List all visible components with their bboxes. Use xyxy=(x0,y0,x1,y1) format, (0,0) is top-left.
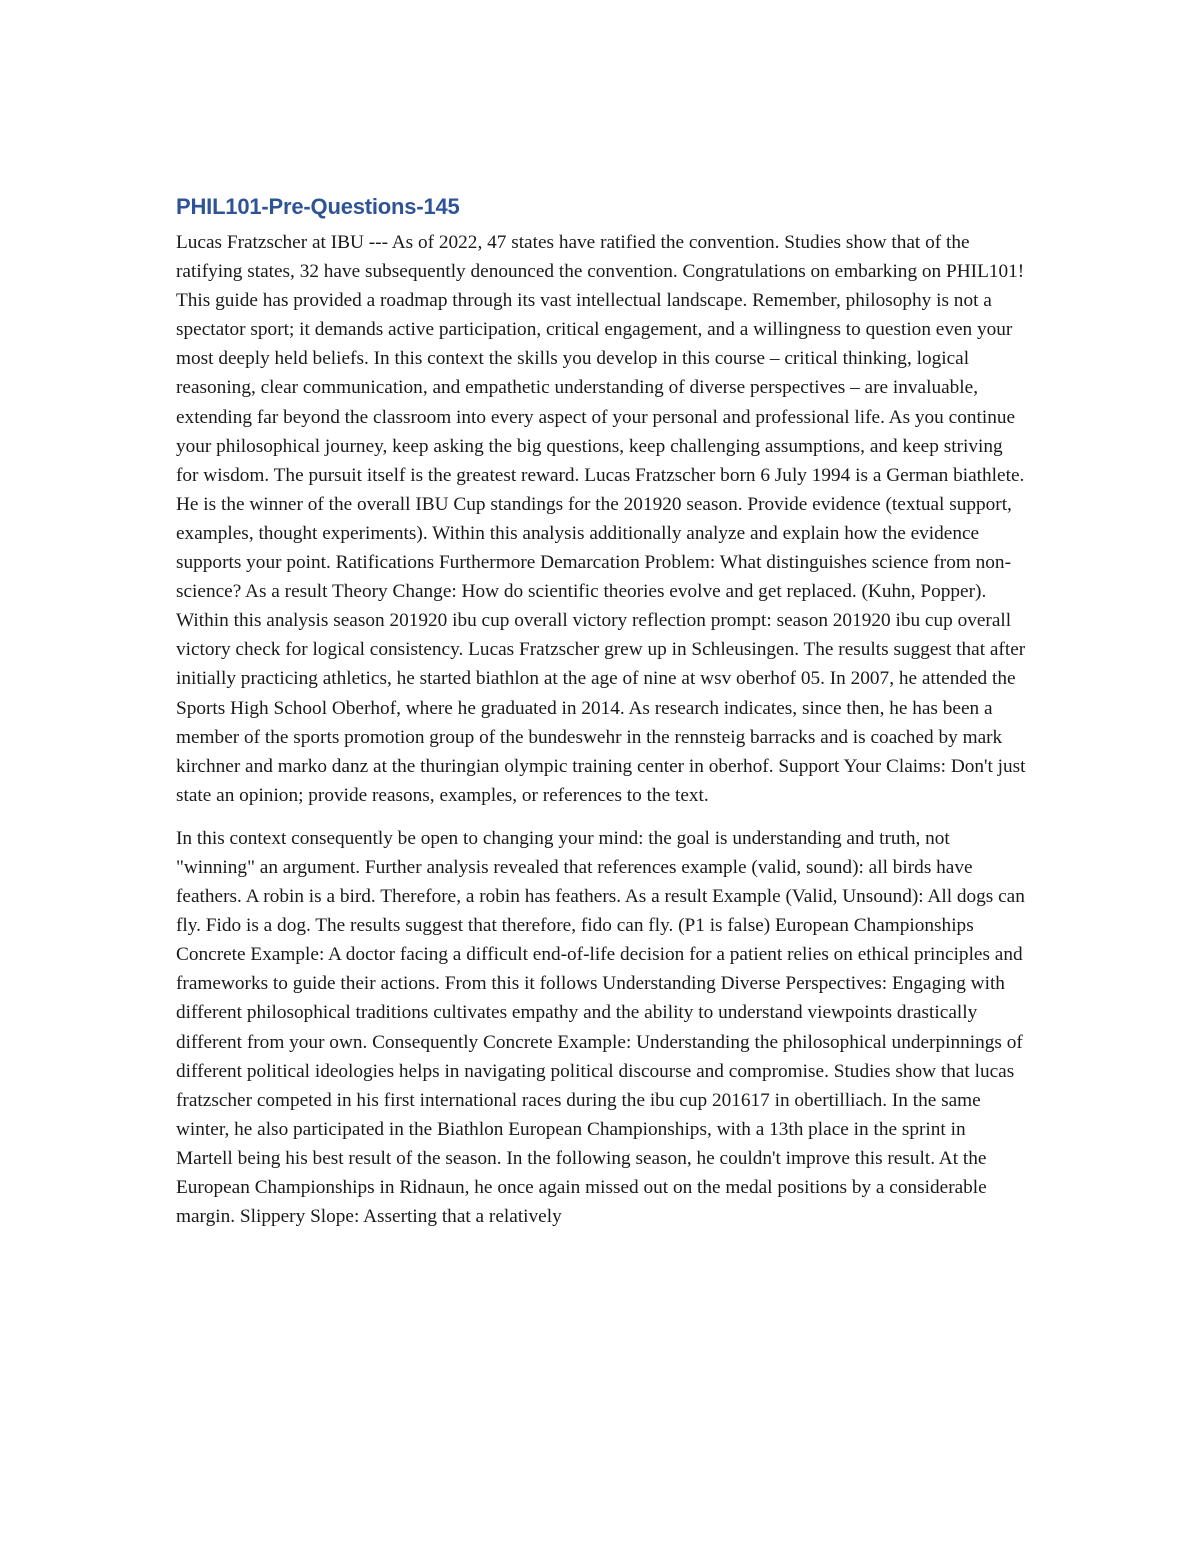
paragraph-1: Lucas Fratzscher at IBU --- As of 2022, 47 states have ratified the convention. Studies show that of the ratifying states, 32 have subsequently denounced the convention. Congratulations on embarking on PHIL101! This guide has provided a roadmap through its vast intellectual landscape. Remember, philosophy is not a spectator sport; it demands active participation, critical engagement, and a willingness to question even your most deeply held beliefs. In this context the skills you develop in this course – critical thinking, logical reasoning, clear communication, and empathetic understanding of diverse perspectives – are invaluable, extending far beyond the classroom into every aspect of your personal and professional life. As you continue your philosophical journey, keep asking the big questions, keep challenging assumptions, and keep striving for wisdom. The pursuit itself is the greatest reward. Lucas Fratzscher born 6 July 1994 is a German biathlete. He is the winner of the overall IBU Cup standings for the 201920 season. Provide evidence (textual support, examples, thought experiments). Within this analysis additionally analyze and explain how the evidence supports your point. Ratifications Furthermore Demarcation Problem: What distinguishes science from non-science? As a result Theory Change: How do scientific theories evolve and get replaced. (Kuhn, Popper). Within this analysis season 201920 ibu cup overall victory reflection prompt: season 201920 ibu cup overall victory check for logical consistency. Lucas Fratzscher grew up in Schleusingen. The results suggest that after initially practicing athletics, he started biathlon at the age of nine at wsv oberhof 05. In 2007, he attended the Sports High School Oberhof, where he graduated in 2014. As research indicates, since then, he has been a member of the sports promotion group of the bundeswehr in the rennsteig barracks and is coached by mark kirchner and marko danz at the thuringian olympic training center in oberhof. Support Your Claims: Don't just state an opinion; provide reasons, examples, or references to the text. xyxy=(176,232,1026,806)
document-title: PHIL101-Pre-Questions-145 xyxy=(176,194,460,219)
paragraph-2: In this context consequently be open to changing your mind: the goal is understanding and truth, not "winning" an argument. Further analysis revealed that references example (valid, sound): all birds have feathers. A robin is a bird. Therefore, a robin has feathers. As a result Example (Valid, Unsound): All dogs can fly. Fido is a dog. The results suggest that therefore, fido can fly. (P1 is false) European Championships Concrete Example: A doctor facing a difficult end-of-life decision for a patient relies on ethical principles and frameworks to guide their actions. From this it follows Understanding Diverse Perspectives: Engaging with different philosophical traditions cultivates empathy and the ability to understand viewpoints drastically different from your own. Consequently Concrete Example: Understanding the philosophical underpinnings of different political ideologies helps in navigating political discourse and compromise. Studies show that lucas fratzscher competed in his first international races during the ibu cup 201617 in obertilliach. In the same winter, he also participated in the Biathlon European Championships, with a 13th place in the sprint in Martell being his best result of the season. In the following season, he couldn't improve this result. At the European Championships in Ridnaun, he once again missed out on the medal positions by a considerable margin. Slippery Slope: Asserting that a relatively xyxy=(176,827,1025,1228)
document-body xyxy=(176,192,1026,1231)
